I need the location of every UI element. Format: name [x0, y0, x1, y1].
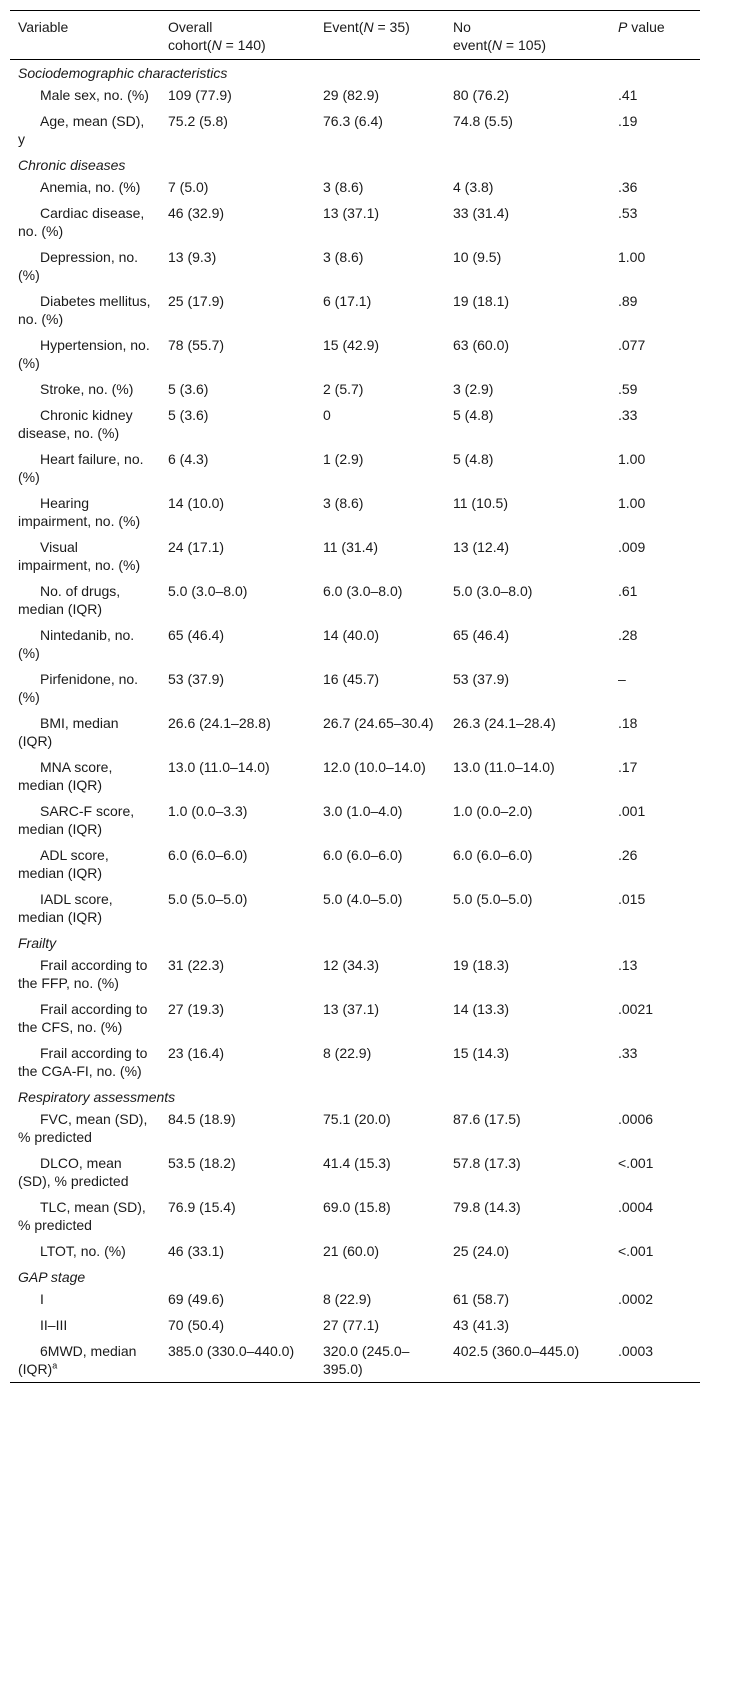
cell-event: 21 (60.0) [323, 1243, 380, 1259]
cell-event: 14 (40.0) [323, 627, 380, 643]
cell-variable: Pirfenidone, no. (%) [18, 671, 139, 705]
cell-event: 12.0 (10.0–14.0) [323, 759, 426, 775]
cell-event: 3.0 (1.0–4.0) [323, 803, 403, 819]
cell-p-value: .36 [618, 179, 638, 195]
cell-p-value: .61 [618, 583, 638, 599]
cell-p-value [610, 1312, 700, 1338]
cell-no-event: 87.6 (17.5) [453, 1111, 521, 1127]
cell-no-event: 19 (18.1) [453, 293, 510, 309]
cell-variable: II–III [40, 1317, 68, 1333]
cell-event: 76.3 (6.4) [323, 113, 383, 129]
cell-p-value: .0006 [618, 1111, 654, 1127]
cell-overall: 13.0 (11.0–14.0) [168, 759, 270, 775]
cell-event: 16 (45.7) [323, 671, 380, 687]
cell-overall: 70 (50.4) [168, 1317, 225, 1333]
cell-overall: 5.0 (5.0–5.0) [168, 891, 248, 907]
table-row [10, 446, 700, 490]
cell-variable: Nintedanib, no. (%) [18, 627, 135, 661]
cell-variable: Heart failure, no. (%) [18, 451, 144, 485]
header-variable: Variable [10, 11, 160, 60]
cell-variable: Hypertension, no. (%) [18, 337, 150, 371]
cell-variable: BMI, median (IQR) [18, 715, 119, 749]
cell-no-event: 11 (10.5) [453, 495, 508, 511]
cell-event: 8 (22.9) [323, 1045, 372, 1061]
table-row [10, 952, 700, 996]
cell-variable: Frail according to the CFS, no. (%) [18, 1001, 148, 1035]
cell-overall: 69 (49.6) [168, 1291, 225, 1307]
cell-overall: 65 (46.4) [168, 627, 225, 643]
table-row [10, 710, 700, 754]
cell-overall: 385.0 (330.0–440.0) [160, 1338, 315, 1383]
table-row [10, 402, 700, 446]
cell-overall: 6.0 (6.0–6.0) [168, 847, 248, 863]
cell-variable: Cardiac disease, no. (%) [18, 205, 145, 239]
cell-p-value: .0004 [618, 1199, 654, 1215]
cell-overall: 5 (3.6) [168, 407, 209, 423]
table-row [10, 1040, 700, 1084]
table-row [10, 1338, 700, 1383]
header-event: Event(N = 35) [315, 11, 445, 60]
cell-p-value: .13 [618, 957, 638, 973]
cell-no-event: 10 (9.5) [453, 249, 502, 265]
table-row [10, 622, 700, 666]
cell-variable: Male sex, no. (%) [40, 87, 149, 103]
cell-p-value: <.001 [618, 1243, 654, 1259]
cell-no-event: 80 (76.2) [453, 87, 510, 103]
section-header-row [10, 152, 700, 174]
cell-p-value: .0002 [618, 1291, 654, 1307]
cell-no-event: 13.0 (11.0–14.0) [453, 759, 555, 775]
cell-variable: Stroke, no. (%) [40, 381, 134, 397]
cell-variable: Visual impairment, no. (%) [18, 539, 141, 573]
cell-event: 320.0 (245.0–395.0) [315, 1338, 445, 1383]
cell-variable: FVC, mean (SD), % predicted [18, 1111, 148, 1145]
table-row [10, 1106, 700, 1150]
header-no-event: No event(N = 105) [445, 11, 610, 60]
table-row [10, 376, 700, 402]
cell-variable: Anemia, no. (%) [40, 179, 141, 195]
cell-variable: DLCO, mean (SD), % predicted [18, 1155, 129, 1189]
cell-p-value: 1.00 [618, 249, 646, 265]
cell-no-event: 74.8 (5.5) [453, 113, 513, 129]
header-row [10, 11, 700, 60]
header-overall: Overall cohort(N = 140) [160, 11, 315, 60]
cell-variable: ADL score, median (IQR) [18, 847, 109, 881]
cell-event: 75.1 (20.0) [323, 1111, 391, 1127]
cell-variable: Diabetes mellitus, no. (%) [18, 293, 151, 327]
section-header-row [10, 1264, 700, 1286]
table-row [10, 244, 700, 288]
cell-variable: TLC, mean (SD), % predicted [18, 1199, 146, 1233]
cell-overall: 5 (3.6) [168, 381, 209, 397]
table-row [10, 996, 700, 1040]
table-body [10, 60, 700, 1383]
cell-event: 2 (5.7) [323, 381, 364, 397]
table-row [10, 754, 700, 798]
table-row [10, 798, 700, 842]
cell-p-value: .41 [618, 87, 638, 103]
table-row [10, 332, 700, 376]
cell-no-event: 43 (41.3) [453, 1317, 510, 1333]
cell-no-event: 13 (12.4) [453, 539, 510, 555]
cell-overall: 6 (4.3) [168, 451, 209, 467]
table-container [10, 10, 700, 1383]
cell-variable: Age, mean (SD), y [18, 113, 145, 147]
cell-event: 13 (37.1) [323, 205, 380, 221]
cell-no-event: 4 (3.8) [453, 179, 494, 195]
cell-variable: MNA score, median (IQR) [18, 759, 113, 793]
table-row [10, 288, 700, 332]
cell-variable: LTOT, no. (%) [40, 1243, 126, 1259]
section-header-row [10, 930, 700, 952]
cell-p-value: .0021 [618, 1001, 654, 1017]
section-title: Frailty [18, 935, 57, 951]
table-row [10, 886, 700, 930]
cell-overall: 7 (5.0) [168, 179, 209, 195]
table-row [10, 82, 700, 108]
cell-variable: Chronic kidney disease, no. (%) [18, 407, 133, 441]
table-header [10, 11, 700, 60]
cell-event: 11 (31.4) [323, 539, 378, 555]
cell-overall: 75.2 (5.8) [168, 113, 228, 129]
cell-p-value: .89 [618, 293, 638, 309]
cell-event: 41.4 (15.3) [323, 1155, 391, 1171]
cell-no-event: 33 (31.4) [453, 205, 510, 221]
cell-overall: 31 (22.3) [168, 957, 225, 973]
table-row [10, 842, 700, 886]
header-p-value: P value [610, 11, 700, 60]
cell-no-event: 57.8 (17.3) [453, 1155, 521, 1171]
cell-overall: 13 (9.3) [168, 249, 217, 265]
cell-event: 12 (34.3) [323, 957, 380, 973]
cell-variable: Frail according to the CGA-FI, no. (%) [18, 1045, 148, 1079]
cell-p-value: .33 [618, 407, 638, 423]
cell-overall: 53 (37.9) [168, 671, 225, 687]
cell-variable: IADL score, median (IQR) [18, 891, 113, 925]
cell-p-value: .53 [618, 205, 638, 221]
cell-p-value: .0003 [610, 1338, 700, 1383]
table-row [10, 1238, 700, 1264]
table-row [10, 490, 700, 534]
cell-overall: 76.9 (15.4) [168, 1199, 236, 1215]
cell-event: 69.0 (15.8) [323, 1199, 391, 1215]
cell-event: 6 (17.1) [323, 293, 372, 309]
cell-overall: 84.5 (18.9) [168, 1111, 236, 1127]
cell-p-value: .26 [618, 847, 638, 863]
table-row [10, 1150, 700, 1194]
cell-overall: 5.0 (3.0–8.0) [168, 583, 248, 599]
cell-no-event: 63 (60.0) [453, 337, 510, 353]
table-row [10, 666, 700, 710]
cell-no-event: 6.0 (6.0–6.0) [453, 847, 533, 863]
section-header-row [10, 1084, 700, 1106]
table-row [10, 1312, 700, 1338]
table-row [10, 578, 700, 622]
cell-p-value: .18 [618, 715, 638, 731]
cell-event: 6.0 (3.0–8.0) [323, 583, 403, 599]
cell-overall: 46 (33.1) [168, 1243, 225, 1259]
cell-no-event: 402.5 (360.0–445.0) [445, 1338, 610, 1383]
cell-event: 15 (42.9) [323, 337, 380, 353]
cell-no-event: 5.0 (3.0–8.0) [453, 583, 533, 599]
cell-overall: 53.5 (18.2) [168, 1155, 236, 1171]
cell-p-value: .33 [618, 1045, 638, 1061]
cell-p-value: – [618, 671, 626, 687]
cell-event: 1 (2.9) [323, 451, 364, 467]
cell-overall: 27 (19.3) [168, 1001, 225, 1017]
cell-no-event: 5.0 (5.0–5.0) [453, 891, 533, 907]
cell-no-event: 3 (2.9) [453, 381, 494, 397]
cell-no-event: 26.3 (24.1–28.4) [453, 715, 556, 731]
cell-event: 3 (8.6) [323, 179, 364, 195]
cell-no-event: 5 (4.8) [453, 407, 494, 423]
cell-overall: 25 (17.9) [168, 293, 225, 309]
cell-overall: 23 (16.4) [168, 1045, 225, 1061]
cell-p-value: .077 [618, 337, 646, 353]
cell-no-event: 19 (18.3) [453, 957, 510, 973]
cell-overall: 109 (77.9) [168, 87, 232, 103]
cell-p-value: <.001 [618, 1155, 654, 1171]
table-row [10, 1286, 700, 1312]
cell-variable: I [40, 1291, 44, 1307]
cell-no-event: 79.8 (14.3) [453, 1199, 521, 1215]
cell-no-event: 14 (13.3) [453, 1001, 510, 1017]
cell-variable: No. of drugs, median (IQR) [18, 583, 121, 617]
cell-event: 5.0 (4.0–5.0) [323, 891, 403, 907]
cell-p-value: 1.00 [618, 451, 646, 467]
cell-variable: Frail according to the FFP, no. (%) [18, 957, 148, 991]
cell-event: 0 [323, 407, 331, 423]
cell-no-event: 5 (4.8) [453, 451, 494, 467]
cell-event: 8 (22.9) [323, 1291, 372, 1307]
cell-variable: SARC-F score, median (IQR) [18, 803, 135, 837]
cell-no-event: 15 (14.3) [453, 1045, 510, 1061]
table-row [10, 200, 700, 244]
cell-event: 27 (77.1) [323, 1317, 380, 1333]
footnote-marker: a [52, 1360, 58, 1371]
cell-overall: 26.6 (24.1–28.8) [168, 715, 271, 731]
cell-variable: 6MWD, median (IQR)$^a$ [10, 1338, 160, 1383]
cell-overall: 78 (55.7) [168, 337, 225, 353]
cell-p-value: .59 [618, 381, 638, 397]
cell-p-value: .015 [618, 891, 646, 907]
cell-overall: 46 (32.9) [168, 205, 225, 221]
table-row [10, 108, 700, 152]
cell-overall: 24 (17.1) [168, 539, 225, 555]
section-title: Chronic diseases [18, 157, 126, 173]
cell-event: 29 (82.9) [323, 87, 380, 103]
cell-p-value: .17 [618, 759, 638, 775]
cell-no-event: 65 (46.4) [453, 627, 510, 643]
section-title: Sociodemographic characteristics [18, 65, 228, 81]
cell-no-event: 53 (37.9) [453, 671, 510, 687]
cell-p-value: .19 [618, 113, 638, 129]
cell-no-event: 25 (24.0) [453, 1243, 510, 1259]
section-title: Respiratory assessments [18, 1089, 176, 1105]
cell-event: 13 (37.1) [323, 1001, 380, 1017]
cell-event: 6.0 (6.0–6.0) [323, 847, 403, 863]
cell-p-value: .001 [618, 803, 646, 819]
cell-event: 3 (8.6) [323, 495, 364, 511]
cell-p-value: .28 [618, 627, 638, 643]
cell-event: 26.7 (24.65–30.4) [323, 715, 434, 731]
section-header-row [10, 60, 700, 83]
table-row [10, 534, 700, 578]
cell-overall: 1.0 (0.0–3.3) [168, 803, 248, 819]
section-title: GAP stage [18, 1269, 86, 1285]
baseline-characteristics-table [10, 10, 700, 1383]
cell-variable: Depression, no. (%) [18, 249, 139, 283]
cell-no-event: 61 (58.7) [453, 1291, 510, 1307]
cell-variable: Hearing impairment, no. (%) [18, 495, 141, 529]
cell-no-event: 1.0 (0.0–2.0) [453, 803, 533, 819]
cell-event: 3 (8.6) [323, 249, 364, 265]
table-row [10, 1194, 700, 1238]
cell-p-value: 1.00 [618, 495, 646, 511]
table-row [10, 174, 700, 200]
cell-p-value: .009 [618, 539, 646, 555]
cell-overall: 14 (10.0) [168, 495, 225, 511]
